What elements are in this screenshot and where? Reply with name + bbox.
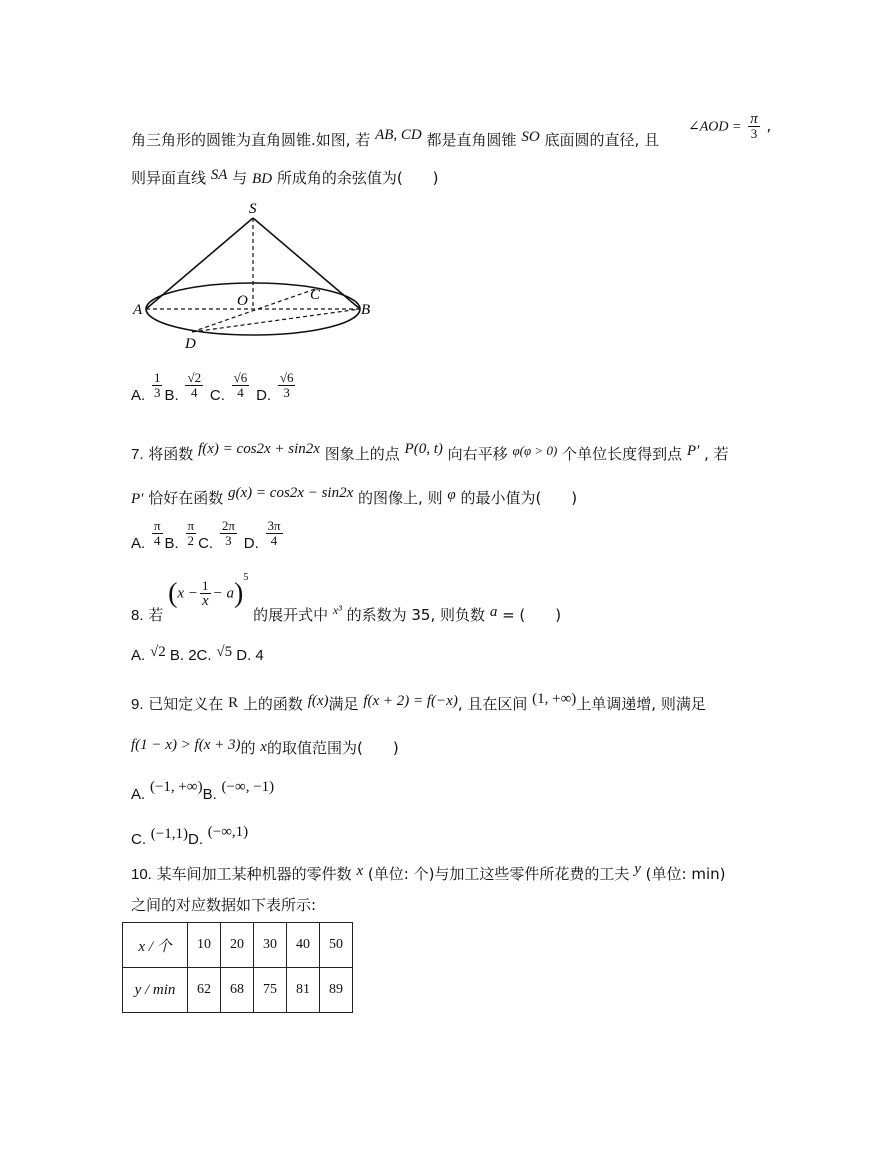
q9-options-cd xyxy=(131,824,249,850)
option-b-value[interactable] xyxy=(186,519,197,548)
option-d-label[interactable]: D. xyxy=(187,831,203,848)
q7-point-pprime: P′ xyxy=(686,443,700,459)
option-d-label[interactable]: D. 4 xyxy=(232,647,264,664)
q9-text: 上单调递增, 则满足 xyxy=(576,695,706,713)
q6-line-sa: SA xyxy=(210,167,228,183)
q7-point-p: P(0, t) xyxy=(404,441,443,457)
fraction-denominator: 3 xyxy=(225,533,232,548)
q9-text: 上的函数 xyxy=(242,695,303,713)
q6-text: 都是直角圆锥 xyxy=(426,131,517,149)
q6-line1 xyxy=(131,127,660,151)
q8-number: 8. xyxy=(131,606,144,624)
option-a-label[interactable]: A. xyxy=(131,534,146,552)
q6-angle-fraction xyxy=(748,112,760,141)
q8-x-cubed: x³ xyxy=(332,602,342,617)
label-c: C xyxy=(310,287,321,303)
q7-text: , 若 xyxy=(704,445,729,463)
table-cell: 75 xyxy=(254,968,287,1013)
q7-function-f: f(x) = cos2x + sin2x xyxy=(198,441,320,457)
q9-line1 xyxy=(131,691,706,715)
q6-text: 角三角形的圆锥为直角圆锥.如图, 若 xyxy=(131,131,371,149)
q10-line2 xyxy=(131,895,316,915)
q10-line1 xyxy=(131,861,726,885)
option-b-value[interactable]: (−∞, −1) xyxy=(221,779,275,795)
fraction-numerator: √6 xyxy=(279,370,294,385)
table-row-header: y / min xyxy=(123,968,188,1013)
q10-text: (单位: min) xyxy=(645,865,726,883)
table-row-header: x / 个 xyxy=(123,923,188,968)
table-cell: 89 xyxy=(320,968,353,1013)
label-s: S xyxy=(249,201,257,217)
fraction-denominator: 4 xyxy=(270,533,278,548)
q8-exponent: 5 xyxy=(243,571,249,583)
q8-text: 的系数为 35, 则负数 xyxy=(346,605,486,624)
table-cell: 40 xyxy=(287,923,320,968)
q7-text: 的图像上, 则 xyxy=(358,489,443,507)
fraction-numerator: √2 xyxy=(187,370,202,385)
q6-angle-label: ∠AOD = xyxy=(688,119,742,135)
table-cell: 30 xyxy=(254,923,287,968)
fraction-denominator: 4 xyxy=(237,385,244,400)
label-a: A xyxy=(133,302,143,318)
option-b-label[interactable]: B. xyxy=(164,386,179,404)
q8-expr-x: x − xyxy=(177,585,198,602)
fraction-denominator: 2 xyxy=(187,533,195,548)
q7-phi: φ(φ > 0) xyxy=(512,443,558,458)
option-a-value[interactable] xyxy=(152,519,163,548)
q7-function-g: g(x) = cos2x − sin2x xyxy=(228,485,354,501)
q6-diameters: AB, CD xyxy=(375,127,422,143)
option-d-value[interactable] xyxy=(278,371,296,400)
q6-angle xyxy=(688,112,771,141)
q10-text: (单位: 个)与加工这些零件所花费的工夫 xyxy=(367,865,630,883)
q9-text: 的取值范围为( ) xyxy=(266,739,399,757)
fraction-denominator: 4 xyxy=(154,533,161,548)
fraction-numerator: 2π xyxy=(221,518,235,533)
table-row xyxy=(123,968,353,1013)
q7-text: 个单位长度得到点 xyxy=(562,445,683,463)
fraction-denominator: x xyxy=(201,593,209,609)
q9-equation: f(x + 2) = f(−x) xyxy=(363,693,458,709)
option-a-value[interactable] xyxy=(152,371,163,400)
q7-line2 xyxy=(131,485,578,509)
fraction-numerator: √6 xyxy=(233,370,248,385)
q8-expr-a: − a xyxy=(212,585,234,602)
option-b-label[interactable]: B. xyxy=(164,534,179,552)
q9-text: 已知定义在 xyxy=(148,695,224,713)
fraction-denominator: 3 xyxy=(283,385,290,400)
q9-line2 xyxy=(131,738,399,759)
fraction-numerator: 1 xyxy=(153,370,161,385)
table-cell: 81 xyxy=(287,968,320,1013)
q7-options xyxy=(131,518,285,552)
q9-text: 的 xyxy=(240,739,256,757)
q6-line-bd: BD xyxy=(252,171,273,187)
option-a-label[interactable]: A. xyxy=(131,786,146,803)
label-b: B xyxy=(361,302,371,318)
q6-axis: SO xyxy=(521,129,540,145)
option-c-value[interactable] xyxy=(232,371,250,400)
q7-line1 xyxy=(131,441,729,465)
q10-var-x: x xyxy=(356,863,364,879)
q10-text: 之间的对应数据如下表所示: xyxy=(131,896,317,914)
q9-options-ab xyxy=(131,779,275,805)
q9-inequality: f(1 − x) > f(x + 3) xyxy=(131,737,241,753)
q8-var-a: a xyxy=(489,603,498,620)
table-cell: 62 xyxy=(188,968,221,1013)
table-cell: 20 xyxy=(221,923,254,968)
q9-function: f(x) xyxy=(307,693,329,709)
fraction-numerator: π xyxy=(153,518,161,533)
q10-var-y: y xyxy=(634,861,641,877)
fraction-numerator: π xyxy=(187,518,195,533)
q7-point-pprime: P′ xyxy=(131,491,144,507)
option-d-value[interactable] xyxy=(266,519,283,548)
q9-interval: (1, +∞) xyxy=(532,691,577,707)
option-d-value[interactable]: (−∞,1) xyxy=(207,824,249,840)
q6-line2 xyxy=(131,168,439,189)
table-cell: 10 xyxy=(188,923,221,968)
option-a-label[interactable]: A. xyxy=(131,647,146,664)
option-c-value[interactable]: √5 xyxy=(216,644,233,660)
fraction-numerator: 3π xyxy=(267,518,281,533)
fraction-numerator: π xyxy=(750,111,758,127)
option-b-c-labels[interactable]: B. 2C. xyxy=(165,647,212,664)
q8-line xyxy=(131,571,562,624)
option-b-value[interactable] xyxy=(185,371,203,400)
cone-figure xyxy=(128,196,388,356)
q6-options xyxy=(131,370,297,404)
q7-text: 的最小值为( ) xyxy=(460,489,578,507)
q9-number: 9. xyxy=(131,696,144,713)
option-d-label[interactable]: D. xyxy=(243,534,259,552)
q8-text: = ( ) xyxy=(502,605,562,624)
q7-text: 恰好在函数 xyxy=(148,489,224,507)
fraction-numerator: 1 xyxy=(202,578,209,593)
fraction-denominator: 3 xyxy=(153,385,161,400)
fraction-denominator: 3 xyxy=(750,126,758,141)
q7-text: 向右平移 xyxy=(447,445,508,463)
q8-text: 的展开式中 xyxy=(253,605,329,624)
q8-text: 若 xyxy=(148,605,164,624)
option-a-value[interactable]: (−1, +∞) xyxy=(149,779,203,795)
label-o: O xyxy=(237,293,248,309)
q7-text: 图象上的点 xyxy=(324,445,400,463)
option-c-value[interactable]: (−1,1) xyxy=(150,826,188,842)
option-c-value[interactable] xyxy=(220,519,237,548)
q9-var-x: x xyxy=(260,739,267,755)
q8-options xyxy=(131,645,264,666)
q8-expression: (x − $\frac{1}{x}$ − a)$^5$ xyxy=(168,571,249,609)
option-c-label[interactable]: C. xyxy=(131,831,146,848)
option-c-label[interactable]: C. xyxy=(198,534,214,552)
q9-text: , 且在区间 xyxy=(457,695,528,713)
option-b-label[interactable]: B. xyxy=(202,786,217,803)
option-a-label[interactable]: A. xyxy=(131,386,146,404)
q10-text: 某车间加工某种机器的零件数 xyxy=(156,865,352,883)
q6-text: 则异面直线 xyxy=(131,169,207,187)
data-table xyxy=(122,922,353,1013)
q6-text: 与 xyxy=(232,169,248,187)
table-row xyxy=(123,923,353,968)
label-d: D xyxy=(185,336,196,352)
table-cell: 50 xyxy=(320,923,353,968)
q10-number: 10. xyxy=(131,866,152,883)
q7-number: 7. xyxy=(131,446,144,463)
q7-text: 将函数 xyxy=(148,445,194,463)
option-c-label[interactable]: C. xyxy=(209,386,225,404)
option-d-label[interactable]: D. xyxy=(256,386,272,404)
table-cell: 68 xyxy=(221,968,254,1013)
q9-real-set: R xyxy=(228,695,239,711)
option-a-value[interactable]: √2 xyxy=(149,644,166,660)
q6-comma: , xyxy=(766,116,772,135)
q6-text: 底面圆的直径, 且 xyxy=(544,131,660,149)
q9-text: 满足 xyxy=(328,695,359,713)
q6-text: 所成角的余弦值为( ) xyxy=(276,169,439,187)
q7-phi: φ xyxy=(447,487,456,503)
fraction-denominator: 4 xyxy=(191,385,198,400)
